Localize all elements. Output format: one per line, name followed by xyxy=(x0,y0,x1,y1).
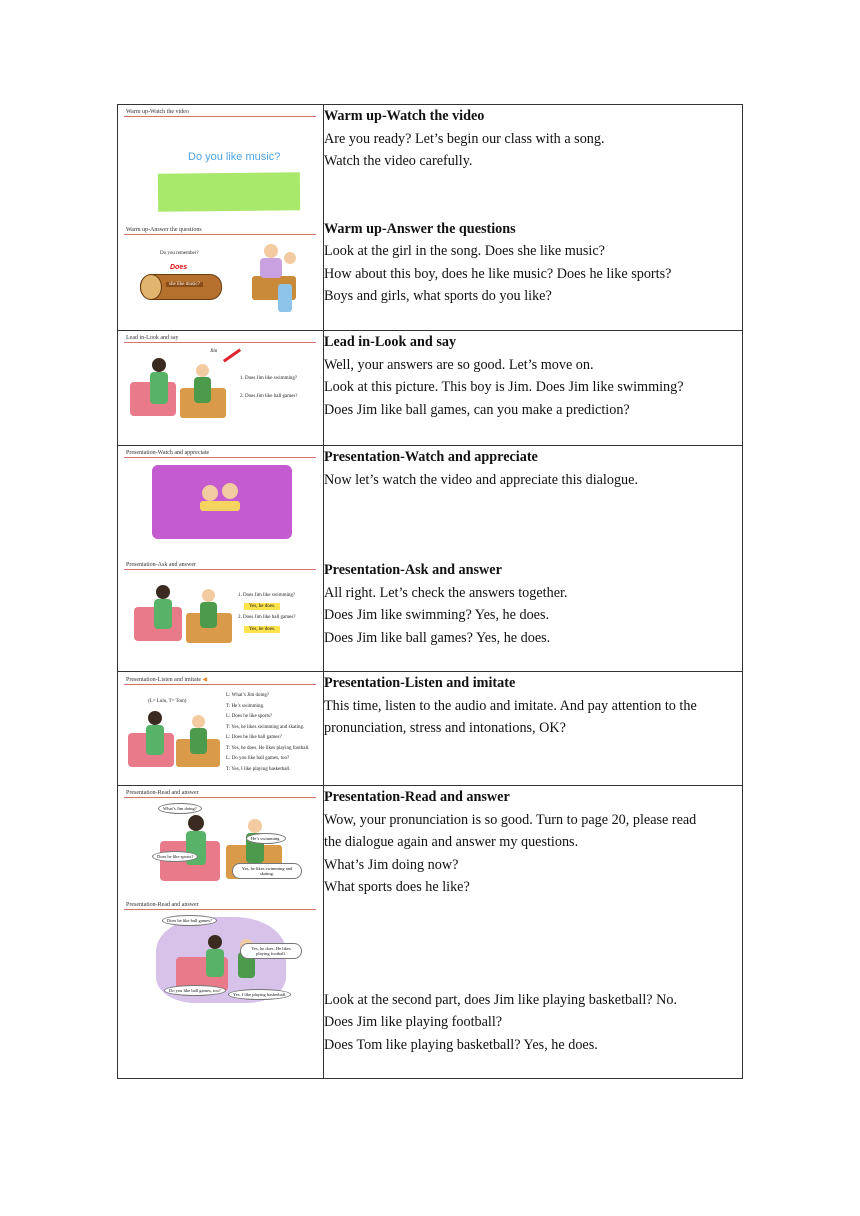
teaching-text-cell xyxy=(324,786,743,1079)
slide-heading: Warm up-Answer the questions xyxy=(126,227,202,233)
log-end xyxy=(140,274,162,300)
table-row xyxy=(118,786,743,1079)
slide-thumbnails-cell xyxy=(118,786,324,1079)
section-title: Lead in-Look and say xyxy=(324,334,457,350)
dialogue-line: L: What’s Jim doing? xyxy=(226,693,270,698)
text-line: How about this boy, does he like music? Does he like sports? xyxy=(324,265,672,282)
text-line: Look at this picture. This boy is Jim. Does Jim like swimming? xyxy=(324,379,684,395)
slide-heading: Warm up-Watch the video xyxy=(126,109,189,115)
text-line: Are you ready? Let’s begin our class with a song. xyxy=(324,130,605,147)
speech-bubble: What’s Jim doing? xyxy=(158,803,202,814)
slide-thumbnails-cell xyxy=(118,105,324,331)
text-line: pronunciation, stress and intonations, OK? xyxy=(324,720,566,736)
slide-thumbnail xyxy=(122,449,318,549)
slide-thumbnail xyxy=(122,901,318,1009)
speech-bubble: Does he like ball games? xyxy=(162,915,217,926)
speech-bubble: He’s swimming. xyxy=(246,833,286,844)
slide-thumbnail xyxy=(122,789,318,893)
dialogue-lines xyxy=(226,691,310,775)
name-tag: Jim xyxy=(210,349,218,354)
section-title: Warm up-Watch the video xyxy=(324,108,485,124)
text-line: What’s Jim doing now? xyxy=(324,856,459,873)
slide-heading xyxy=(122,675,318,684)
does-word: Does xyxy=(170,264,188,271)
dialogue-line: T: Yes, he likes swimming and skating. xyxy=(226,724,305,730)
lesson-plan-table xyxy=(117,104,743,1079)
slide-thumbnails-cell xyxy=(118,331,324,446)
section-title: Presentation-Ask and answer xyxy=(324,562,502,578)
slide-thumbnails-cell xyxy=(118,672,324,786)
question-1: 1. Does Jim like swimming? xyxy=(240,376,298,381)
text-line: the dialogue again and answer my questions. xyxy=(324,834,579,850)
text-line: Wow, your pronunciation is so good. Turn to page 20, please read xyxy=(324,811,697,828)
table-row xyxy=(118,446,743,672)
dialogue-line: T: Yes, he does. He likes playing football. xyxy=(226,745,310,751)
speech-bubble: Yes, I like playing basketball. xyxy=(228,989,291,1000)
video-green-bar xyxy=(158,172,300,211)
teaching-text-cell xyxy=(324,446,743,672)
text-line: All right. Let’s check the answers together. xyxy=(324,584,568,601)
slide-rule xyxy=(124,457,316,458)
kids-bedroom-illustration xyxy=(128,707,224,777)
text-line: This time, listen to the audio and imitate. And pay attention to the xyxy=(324,697,697,714)
slide-heading: Presentation-Ask and answer xyxy=(126,562,196,568)
dialogue-line: T: Yes, I like playing basketball. xyxy=(226,766,291,772)
text-line: Now let’s watch the video and appreciate this dialogue. xyxy=(324,471,638,488)
log-label: she like music? xyxy=(166,282,203,287)
text-line: Boys and girls, what sports do you like? xyxy=(324,288,552,304)
slide-thumbnail xyxy=(122,334,318,434)
kids-bedroom-illustration xyxy=(130,352,230,428)
text-line: Does Jim like playing football? xyxy=(324,1014,503,1030)
question-2: 2. Does Jim like ball games? xyxy=(240,394,298,399)
text-line: Does Jim like ball games, can you make a prediction? xyxy=(324,401,630,418)
speech-bubble: Does he like sports? xyxy=(152,851,198,862)
slide-rule xyxy=(124,909,316,910)
teaching-text-cell xyxy=(324,331,743,446)
video-title-text: Do you like music? xyxy=(188,151,281,163)
slide-heading: Presentation-Watch and appreciate xyxy=(126,450,210,456)
section-title: Warm up-Answer the questions xyxy=(324,220,516,237)
answer-2: Yes, he does. xyxy=(244,626,280,633)
dialogue-line: L: Do you like ball games, too? xyxy=(226,756,290,761)
slide-heading: Presentation-Read and answer xyxy=(126,790,199,796)
speaker-legend: (L= Lulu, T= Tom) xyxy=(148,699,187,704)
section-title: Presentation-Listen and imitate xyxy=(324,675,516,691)
text-line: Look at the girl in the song. Does she like music? xyxy=(324,243,605,259)
text-line: Watch the video carefully. xyxy=(324,153,473,169)
question-1: 1. Does Jim like swimming? xyxy=(238,593,296,598)
remember-text: Do you remember? xyxy=(160,251,199,256)
section-title: Presentation-Read and answer xyxy=(324,789,510,805)
slide-rule xyxy=(124,684,316,685)
slide-thumbnail xyxy=(122,675,318,779)
dialogue-line: T: He’s swimming. xyxy=(226,703,265,709)
speech-bubble: Yes, he likes swimming and skating. xyxy=(232,863,302,879)
answer-1: Yes, he does. xyxy=(244,603,280,610)
slide-heading: Lead in-Look and say xyxy=(126,335,179,341)
dialogue-line: L: Does he like sports? xyxy=(226,714,273,719)
slide-thumbnail xyxy=(122,226,318,326)
slide-heading: Presentation-Read and answer xyxy=(126,902,199,908)
section-title: Presentation-Watch and appreciate xyxy=(324,449,538,465)
purple-video-banner xyxy=(152,465,292,539)
slide-heading-text: Presentation-Listen and imitate xyxy=(126,677,201,683)
slide-rule xyxy=(124,797,316,798)
dialogue-line: L: Does he like ball games? xyxy=(226,735,282,740)
table-row xyxy=(118,672,743,786)
text-line: What sports does he like? xyxy=(324,879,470,895)
teaching-text-cell xyxy=(324,672,743,786)
teaching-text-cell xyxy=(324,105,743,331)
girl-boy-illustration xyxy=(248,240,304,316)
text-line: Does Jim like ball games? Yes, he does. xyxy=(324,629,551,646)
slide-rule xyxy=(124,116,316,117)
slide-rule xyxy=(124,234,316,235)
text-line: Well, your answers are so good. Let’s move on. xyxy=(324,356,594,373)
speech-bubble: Do you like ball games, too? xyxy=(164,985,226,996)
slide-rule xyxy=(124,569,316,570)
kids-bedroom-illustration xyxy=(134,577,238,655)
table-row xyxy=(118,331,743,446)
slide-rule xyxy=(124,342,316,343)
speech-bubble: Yes, he does. He likes playing football. xyxy=(240,943,302,959)
text-line: Look at the second part, does Jim like playing basketball? No. xyxy=(324,991,678,1008)
speaker-icon[interactable]: ◀ xyxy=(202,677,208,683)
slide-thumbnails-cell xyxy=(118,446,324,672)
table-row xyxy=(118,105,743,331)
slide-thumbnail xyxy=(122,108,318,220)
slide-thumbnail xyxy=(122,561,318,661)
question-2: 2. Does Jim like ball games? xyxy=(238,615,296,620)
text-line: Does Jim like swimming? Yes, he does. xyxy=(324,607,550,623)
text-line: Does Tom like playing basketball? Yes, he does. xyxy=(324,1036,598,1053)
